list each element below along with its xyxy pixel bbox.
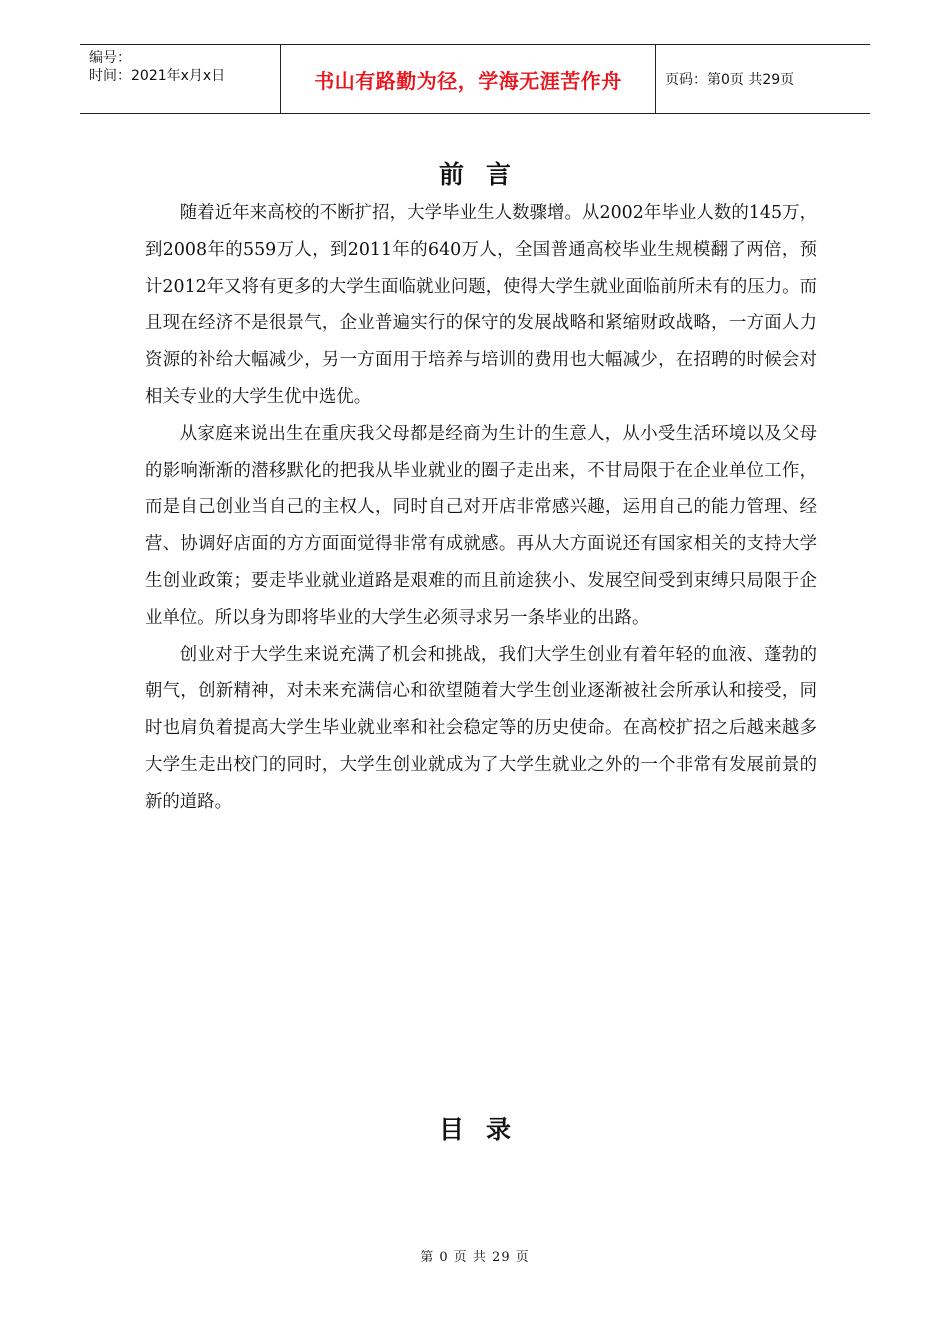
page-footer: 第 0 页 共 29 页 xyxy=(420,1250,530,1265)
preface-paragraph-3: 创业对于大学生来说充满了机会和挑战，我们大学生创业有着年轻的血液、蓬勃的朝气，创新精神，对未来充满信心和欲望随着大学生创业逐渐被社会所承认和接受，同时也肩负着提高大学生毕业就业率和社会稳定等的历史使命。在高校扩招之后越来越多大学生走出校门的同时，大学生创业就成为了大学生就业之外的一个非常有发展前景的新的道路。 xyxy=(145,644,817,812)
header-meta xyxy=(80,45,281,113)
preface-paragraph-1: 随着近年来高校的不断扩招，大学毕业生人数骤增。从2002年毕业人数的145万，到2008年的559万人，到2011年的640万人，全国普通高校毕业生规模翻了两倍，预计2012年又将有更多的大学生面临就业问题，使得大学生就业面临前所未有的压力。而且现在经济不是很景气，企业普遍实行的保守的发展战略和紧缩财政战略，一方面人力资源的补给大幅减少，另一方面用于培养与培训的费用也大幅减少，在招聘的时候会对相关专业的大学生优中选优。 xyxy=(145,203,817,407)
page-header xyxy=(80,44,870,114)
toc-title: 目录 xyxy=(438,1115,533,1144)
preface-paragraph-2: 从家庭来说出生在重庆我父母都是经商为生计的生意人，从小受生活环境以及父母的影响渐渐的潜移默化的把我从毕业就业的圈子走出来，不甘局限于在企业单位工作，而是自己创业当自己的主权人，同时自己对开店非常感兴趣，运用自己的能力管理、经营、协调好店面的方方面面觉得非常有成就感。再从大方面说还有国家相关的支持大学生创业政策；要走毕业就业道路是艰难的而且前途狭小、发展空间受到束缚只局限于企业单位。所以身为即将毕业的大学生必须寻求另一条毕业的出路。 xyxy=(145,423,817,628)
header-motto: 书山有路勤为径，学海无涯苦作舟 xyxy=(281,45,656,113)
preface-body xyxy=(145,195,817,821)
header-code-label: 编号： xyxy=(89,50,131,66)
header-page-info: 页码：第0页 共29页 xyxy=(665,72,795,88)
preface-title: 前言 xyxy=(438,160,533,189)
header-time: 时间：2021年x月x日 xyxy=(89,68,226,84)
